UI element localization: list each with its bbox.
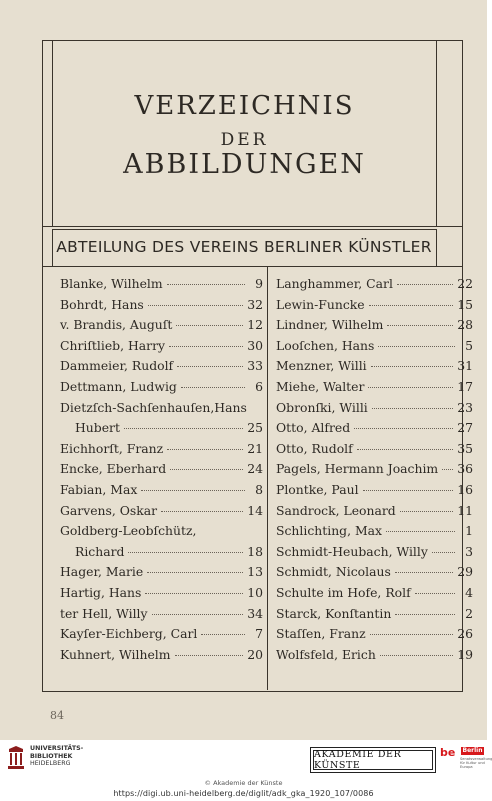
leader-dots xyxy=(169,346,243,347)
leader-dots xyxy=(175,655,244,656)
entry-page: 13 xyxy=(247,564,263,580)
leader-dots xyxy=(371,366,454,367)
entry-page: 11 xyxy=(457,502,473,518)
leader-dots xyxy=(397,284,453,285)
index-entry xyxy=(276,585,473,606)
entry-name: Otto, Rudolf xyxy=(276,440,353,456)
entry-page: 9 xyxy=(255,276,263,291)
leader-dots xyxy=(395,572,453,573)
entry-name: Bohrdt, Hans xyxy=(60,296,144,312)
entry-page: 28 xyxy=(457,317,473,333)
entry-page: 33 xyxy=(247,358,263,374)
entry-name: Otto, Alfred xyxy=(276,420,351,436)
berlin-senate-label: Senatsverwaltung für Kultur und Europa xyxy=(460,757,492,770)
leader-dots xyxy=(145,593,243,594)
entry-name: Hubert xyxy=(75,420,120,436)
index-column-right xyxy=(276,276,473,667)
academy-logo[interactable] xyxy=(310,747,436,773)
leader-dots xyxy=(167,284,245,285)
index-column-left xyxy=(60,276,263,667)
entry-name: Hartig, Hans xyxy=(60,584,142,600)
heading-bottom-rule xyxy=(42,266,462,267)
entry-page: 30 xyxy=(247,337,263,353)
leader-dots xyxy=(442,469,453,470)
university-library-logo-icon[interactable] xyxy=(6,745,26,773)
entry-name: Plontke, Paul xyxy=(276,481,359,497)
leader-dots xyxy=(167,449,243,450)
index-entry xyxy=(60,297,263,318)
leader-dots xyxy=(386,531,455,532)
entry-name: v. Brandis, Auguſt xyxy=(60,317,173,333)
index-entry xyxy=(60,338,263,359)
leader-dots xyxy=(372,408,453,409)
title-line-3: ABBILDUNGEN xyxy=(123,149,366,180)
index-entry xyxy=(60,276,263,297)
entry-page: 4 xyxy=(465,584,473,600)
index-entry xyxy=(276,358,473,379)
library-line-2: BIBLIOTHEK xyxy=(30,752,73,760)
entry-page: 6 xyxy=(255,378,263,394)
entry-page: 10 xyxy=(247,584,263,600)
leader-dots xyxy=(378,346,455,347)
index-entry xyxy=(276,544,473,565)
entry-page: 2 xyxy=(465,605,473,621)
entry-page: 35 xyxy=(457,440,473,456)
entry-name: Pagels, Hermann Joachim xyxy=(276,461,439,477)
title-line-2: DER xyxy=(220,130,269,150)
index-entry xyxy=(60,441,263,462)
entry-name: Dietzſch-Sachſenhauſen,Hans xyxy=(60,399,247,415)
entry-name: Kuhnert, Wilhelm xyxy=(60,646,171,662)
index-entry xyxy=(276,461,473,482)
title-box-bottom-rule xyxy=(42,226,462,227)
leader-dots xyxy=(357,449,454,450)
index-entry xyxy=(276,297,473,318)
entry-page: 36 xyxy=(457,461,473,477)
index-entry xyxy=(276,503,473,524)
entry-page: 8 xyxy=(255,481,263,497)
leader-dots xyxy=(170,469,243,470)
entry-name: Looſchen, Hans xyxy=(276,337,375,353)
entry-name: Chriſtlieb, Harry xyxy=(60,337,166,353)
leader-dots xyxy=(354,428,453,429)
entry-name: Schulte im Hofe, Rolf xyxy=(276,584,411,600)
leader-dots xyxy=(161,511,243,512)
copyright-notice: © Akademie der Künste xyxy=(204,779,283,787)
index-entry xyxy=(276,482,473,503)
entry-page: 29 xyxy=(457,564,473,580)
index-entry xyxy=(60,544,263,565)
entry-page: 16 xyxy=(457,481,473,497)
leader-dots xyxy=(370,634,454,635)
index-entry xyxy=(276,400,473,421)
entry-name: Goldberg-Leobſchütz, xyxy=(60,523,197,539)
entry-name: Encke, Eberhard xyxy=(60,461,167,477)
entry-name: Blanke, Wilhelm xyxy=(60,276,163,291)
leader-dots xyxy=(152,614,244,615)
title-line-1: VERZEICHNIS xyxy=(134,91,355,121)
entry-name: Eichhorſt, Franz xyxy=(60,440,164,456)
leader-dots xyxy=(141,490,245,491)
entry-name: Staſſen, Franz xyxy=(276,626,366,642)
index-entry xyxy=(276,379,473,400)
entry-page: 14 xyxy=(247,502,263,518)
entry-name: Richard xyxy=(75,543,125,559)
heading-right-rule xyxy=(436,229,437,266)
leader-dots xyxy=(395,614,455,615)
entry-name: Starck, Konſtantin xyxy=(276,605,392,621)
index-entry xyxy=(60,503,263,524)
index-entry xyxy=(60,400,263,421)
entry-page: 12 xyxy=(247,317,263,333)
leader-dots xyxy=(387,325,453,326)
index-entry xyxy=(60,523,263,544)
index-entry xyxy=(60,461,263,482)
entry-name: Fabian, Max xyxy=(60,481,138,497)
entry-name: ter Hell, Willy xyxy=(60,605,148,621)
index-entry xyxy=(60,482,263,503)
entry-page: 32 xyxy=(247,296,263,312)
entry-page: 24 xyxy=(247,461,263,477)
leader-dots xyxy=(400,511,453,512)
entry-page: 25 xyxy=(247,420,263,436)
entry-name: Schmidt, Nicolaus xyxy=(276,564,391,580)
leader-dots xyxy=(177,366,243,367)
berlin-be-logo[interactable]: be xyxy=(440,746,456,759)
entry-page: 31 xyxy=(457,358,473,374)
index-entry xyxy=(276,420,473,441)
academy-label: AKADEMIE DER KÜNSTE xyxy=(313,750,433,770)
page-number: 84 xyxy=(50,709,64,722)
entry-name: Lewin-Funcke xyxy=(276,296,365,312)
index-entry xyxy=(276,441,473,462)
entry-page: 22 xyxy=(457,276,473,291)
index-entry xyxy=(276,276,473,297)
leader-dots xyxy=(363,490,454,491)
berlin-logo-label[interactable]: Berlin xyxy=(462,747,483,754)
leader-dots xyxy=(432,552,455,553)
leader-dots xyxy=(415,593,455,594)
entry-name: Wolfsfeld, Erich xyxy=(276,646,376,662)
entry-name: Garvens, Oskar xyxy=(60,502,158,518)
entry-page: 26 xyxy=(457,626,473,642)
index-entry xyxy=(60,379,263,400)
index-entry xyxy=(60,358,263,379)
entry-page: 23 xyxy=(457,399,473,415)
entry-name: Kayſer-Eichberg, Carl xyxy=(60,626,198,642)
entry-name: Schlichting, Max xyxy=(276,523,383,539)
entry-page: 18 xyxy=(247,543,263,559)
entry-name: Schmidt-Heubach, Willy xyxy=(276,543,428,559)
entry-page: 15 xyxy=(457,296,473,312)
index-entry xyxy=(276,338,473,359)
library-line-3: HEIDELBERG xyxy=(30,760,71,767)
index-entry xyxy=(276,564,473,585)
permalink-url[interactable]: https://digi.ub.uni-heidelberg.de/diglit/adk_gka_1920_107/0086 xyxy=(113,789,374,798)
entry-name: Menzner, Willi xyxy=(276,358,367,374)
entry-name: Miehe, Walter xyxy=(276,378,365,394)
section-heading: ABTEILUNG DES VEREINS BERLINER KÜNSTLER xyxy=(56,238,432,256)
entry-page: 3 xyxy=(465,543,473,559)
leader-dots xyxy=(148,305,243,306)
entry-name: Obronſki, Willi xyxy=(276,399,368,415)
entry-page: 19 xyxy=(457,646,473,662)
leader-dots xyxy=(124,428,243,429)
index-entry xyxy=(276,523,473,544)
leader-dots xyxy=(147,572,243,573)
leader-dots xyxy=(128,552,243,553)
index-entry xyxy=(276,626,473,647)
entry-page: 17 xyxy=(457,378,473,394)
entry-page: 7 xyxy=(255,626,263,642)
entry-page: 34 xyxy=(247,605,263,621)
index-entry xyxy=(60,564,263,585)
index-entry xyxy=(60,317,263,338)
entry-name: Sandrock, Leonard xyxy=(276,502,396,518)
index-entry xyxy=(276,647,473,668)
index-entry xyxy=(276,606,473,627)
entry-page: 20 xyxy=(247,646,263,662)
index-entry xyxy=(276,317,473,338)
leader-dots xyxy=(369,305,454,306)
index-entry xyxy=(60,420,263,441)
entry-page: 27 xyxy=(457,420,473,436)
index-entry xyxy=(60,647,263,668)
library-line-1: UNIVERSITÄTS- xyxy=(30,745,84,752)
entry-page: 21 xyxy=(247,440,263,456)
index-entry xyxy=(60,606,263,627)
leader-dots xyxy=(368,387,453,388)
column-divider xyxy=(267,266,268,690)
entry-name: Langhammer, Carl xyxy=(276,276,393,291)
index-entry xyxy=(60,626,263,647)
university-library-label[interactable] xyxy=(30,745,83,768)
entry-name: Hager, Marie xyxy=(60,564,144,580)
leader-dots xyxy=(176,325,243,326)
leader-dots xyxy=(181,387,245,388)
leader-dots xyxy=(380,655,453,656)
heading-top-rule xyxy=(52,229,437,230)
index-entry xyxy=(60,585,263,606)
leader-dots xyxy=(201,634,245,635)
entry-page: 1 xyxy=(465,523,473,539)
entry-page: 5 xyxy=(465,337,473,353)
entry-name: Lindner, Wilhelm xyxy=(276,317,384,333)
entry-name: Dammeier, Rudolf xyxy=(60,358,174,374)
entry-name: Dettmann, Ludwig xyxy=(60,378,177,394)
